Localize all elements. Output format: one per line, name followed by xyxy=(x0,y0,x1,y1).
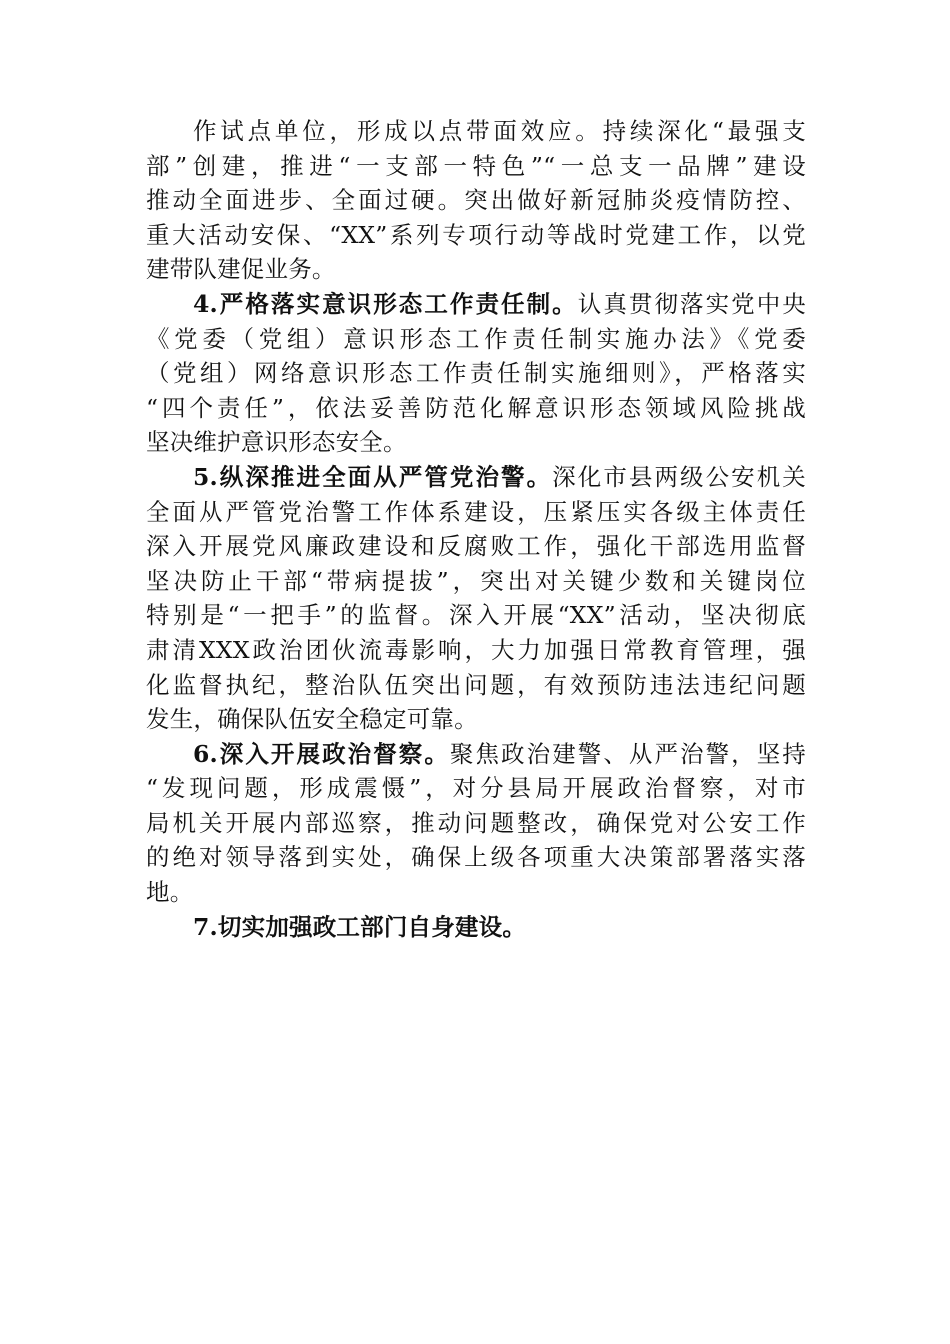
section-heading-5: 5.纵深推进全面从严管党治警。 xyxy=(193,462,553,491)
text-line-heading xyxy=(146,910,806,945)
line-text: 全面从严管党治警工作体系建设，压紧压实各级主体责任 xyxy=(146,497,806,526)
line-text: 建带队建促业务。 xyxy=(146,255,336,284)
text-line xyxy=(146,564,806,599)
text-line xyxy=(146,495,806,530)
text-line xyxy=(146,425,806,460)
line-text: 重大活动安保、“XX”系列专项行动等战时党建工作，以党 xyxy=(146,220,806,249)
text-line xyxy=(146,114,806,149)
text-line xyxy=(146,633,806,668)
section-heading-6: 6.深入开展政治督察。 xyxy=(193,739,450,768)
section-heading-4: 4.严格落实意识形态工作责任制。 xyxy=(193,289,578,318)
line-text: 作试点单位，形成以点带面效应。持续深化“最强支 xyxy=(193,117,806,145)
line-text: 聚焦政治建警、从严治警，坚持 xyxy=(449,739,806,768)
line-text: 坚决防止干部“带病提拔”，突出对关键少数和关键岗位 xyxy=(146,566,806,595)
text-line xyxy=(146,252,806,287)
text-line xyxy=(146,875,806,910)
text-line xyxy=(146,806,806,841)
text-line xyxy=(146,771,806,806)
text-line xyxy=(146,668,806,703)
text-line-heading xyxy=(146,737,806,772)
line-text: 深化市县两级公安机关 xyxy=(552,462,806,491)
line-text: 局机关开展内部巡察，推动问题整改，确保党对公安工作 xyxy=(146,808,806,837)
text-line xyxy=(146,529,806,564)
line-text: 地。 xyxy=(146,878,194,907)
text-line xyxy=(146,391,806,426)
line-text: （党组）网络意识形态工作责任制实施细则》，严格落实 xyxy=(146,359,806,388)
text-line xyxy=(146,702,806,737)
text-line xyxy=(146,183,806,218)
line-text: 的绝对领导落到实处，确保上级各项重大决策部署落实落 xyxy=(146,843,806,872)
line-text: 认真贯彻落实党中央 xyxy=(577,289,806,318)
text-line xyxy=(146,149,806,184)
line-text: 肃清XXX政治团伙流毒影响，大力加强日常教育管理，强 xyxy=(146,635,806,664)
text-line-heading xyxy=(146,460,806,495)
text-line-heading xyxy=(146,287,806,322)
line-text: 发生，确保队伍安全稳定可靠。 xyxy=(146,705,478,734)
line-text: 化监督执纪，整治队伍突出问题，有效预防违法违纪问题 xyxy=(146,670,806,699)
line-text: 《党委（党组）意识形态工作责任制实施办法》《党委 xyxy=(146,324,806,353)
line-text: 部”创建，推进“一支部一特色”“一总支一品牌”建设 xyxy=(146,151,806,180)
text-line xyxy=(146,598,806,633)
text-line xyxy=(146,218,806,253)
line-text: 推动全面进步、全面过硬。突出做好新冠肺炎疫情防控、 xyxy=(146,186,806,215)
body-text xyxy=(146,114,806,944)
text-line xyxy=(146,840,806,875)
line-text: “发现问题，形成震慑”，对分县局开展政治督察，对市 xyxy=(146,774,806,803)
line-text: 特别是“一把手”的监督。深入开展“XX”活动，坚决彻底 xyxy=(146,601,806,630)
section-heading-7: 7.切实加强政工部门自身建设。 xyxy=(193,912,527,941)
line-text: “四个责任”，依法妥善防范化解意识形态领域风险挑战 xyxy=(146,393,806,422)
text-line xyxy=(146,356,806,391)
text-line xyxy=(146,322,806,357)
line-text: 深入开展党风廉政建设和反腐败工作，强化干部选用监督 xyxy=(146,532,806,561)
line-text: 坚决维护意识形态安全。 xyxy=(146,428,407,457)
